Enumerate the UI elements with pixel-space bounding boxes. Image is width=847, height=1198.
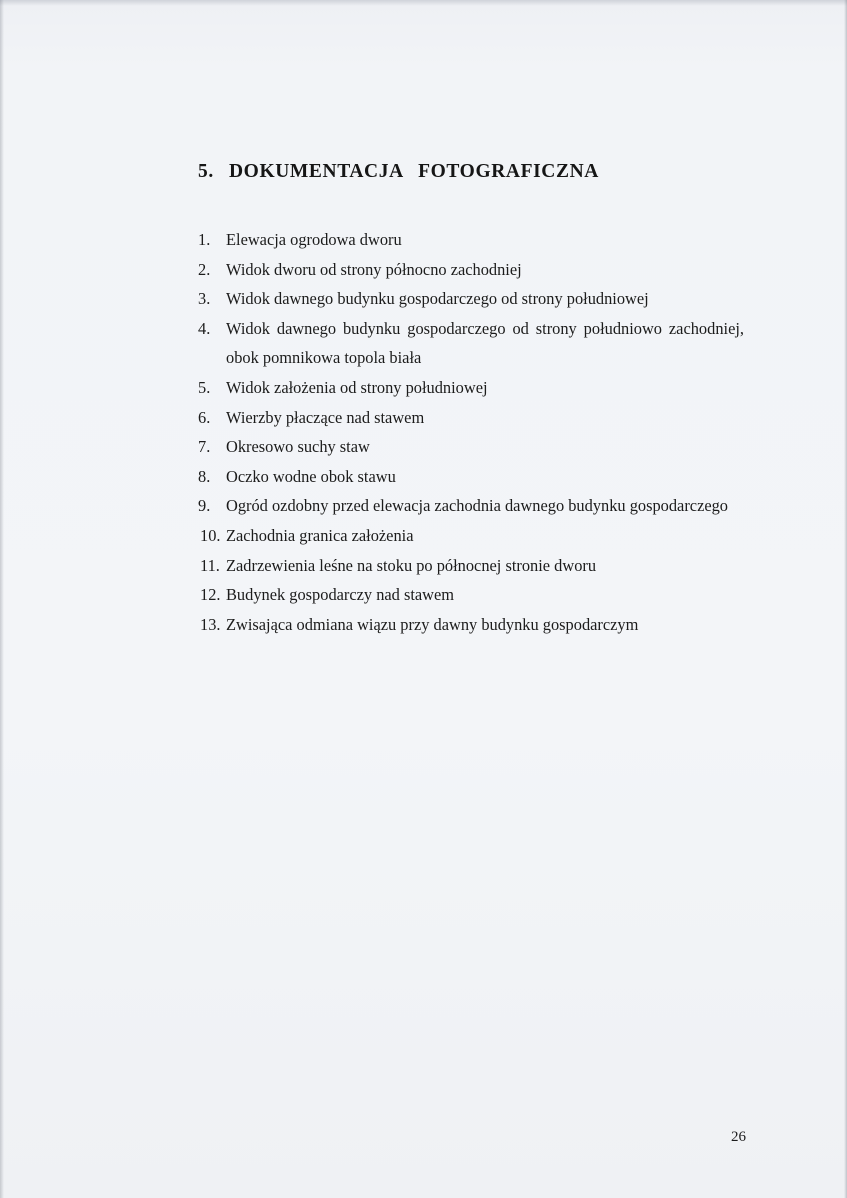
item-number: 9. <box>198 496 211 516</box>
item-number: 7. <box>198 437 211 457</box>
list-item <box>198 373 744 403</box>
item-number: 6. <box>198 407 211 427</box>
item-text: Wierzby płaczące nad stawem <box>226 407 425 427</box>
item-number: 13. <box>200 614 221 634</box>
item-text: Widok założenia od strony południowej <box>226 377 488 397</box>
item-text: Budynek gospodarczy nad stawem <box>226 585 455 605</box>
page-number: 26 <box>731 1129 746 1145</box>
list-item <box>198 610 744 640</box>
list-item <box>198 255 744 285</box>
item-number: 12. <box>200 585 221 605</box>
item-text: Oczko wodne obok stawu <box>226 466 396 486</box>
item-text: Widok dworu od strony północno zachodniej <box>226 259 522 279</box>
item-text: Zwisająca odmiana wiązu przy dawny budynku gospodarczym <box>226 614 639 634</box>
section-heading <box>198 161 599 183</box>
item-number: 3. <box>198 289 211 309</box>
scan-edge-top <box>0 0 847 6</box>
list-item <box>198 521 744 551</box>
scan-edge-left <box>0 0 4 1198</box>
list-item <box>198 403 744 433</box>
item-number: 1. <box>198 230 211 249</box>
item-text: Widok dawnego budynku gospodarczego od strony południowej <box>226 289 649 309</box>
item-text: Elewacja ogrodowa dworu <box>226 230 402 249</box>
item-number: 4. <box>198 318 211 338</box>
item-number: 8. <box>198 466 211 486</box>
item-number: 11. <box>200 555 220 575</box>
list-item <box>198 284 744 314</box>
item-text: Okresowo suchy staw <box>226 437 370 457</box>
item-number: 5. <box>198 377 211 397</box>
item-number: 2. <box>198 259 211 279</box>
list-item <box>198 491 744 521</box>
photo-list <box>198 225 744 639</box>
item-text: Ogród ozdobny przed elewacja zachodnia dawnego budynku gospodarczego <box>226 496 729 516</box>
list-item <box>198 225 744 255</box>
list-item <box>198 551 744 581</box>
section-title: DOKUMENTACJA FOTOGRAFICZNA <box>229 161 599 182</box>
list-item <box>198 432 744 462</box>
item-text: Zachodnia granica założenia <box>226 525 414 545</box>
item-text: Widok dawnego budynku gospodarczego od strony południowo zachodniej, obok pomnikowa topola biała <box>226 318 744 368</box>
item-text: Zadrzewienia leśne na stoku po północnej stronie dworu <box>226 555 597 575</box>
list-item <box>198 580 744 610</box>
list-item <box>198 462 744 492</box>
list-item <box>198 314 744 373</box>
section-number: 5. <box>198 161 214 182</box>
item-number: 10. <box>200 525 221 545</box>
